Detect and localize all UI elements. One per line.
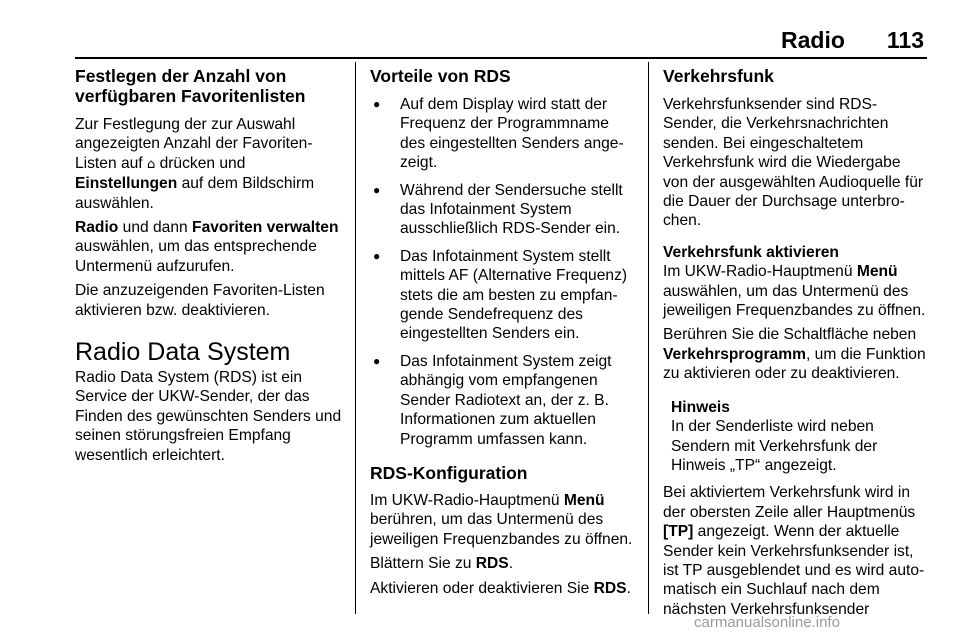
- favorites-heading: Festlegen der Anzahl von verfügbaren Favoritenlisten: [75, 66, 306, 106]
- text: Blättern Sie zu: [370, 555, 476, 573]
- favorites-paragraph-3: Die anzuzeigenden Favoriten-Listen aktivieren bzw. deaktivieren.: [75, 282, 325, 319]
- text: berühren, um das Untermenü des jeweiligen Frequenzbandes zu öffnen.: [370, 511, 633, 548]
- column-divider-1: [355, 62, 356, 614]
- menu-label: Menü: [856, 263, 898, 281]
- text: Im UKW-Radio-Hauptmenü: [370, 491, 564, 509]
- favorites-paragraph-2: [75, 218, 345, 276]
- text: auswählen, um das entsprechende Untermenü aufzurufen.: [75, 238, 317, 275]
- text: , um die Funktion zu aktivieren oder zu deaktivieren.: [663, 345, 926, 383]
- list-item: ● Das Infotainment System zeigt abhängig vom empfangenen Sender Radiotext an, der z. B. Informationen zum aktuellen Programm umfassen kann.: [370, 352, 638, 449]
- text: Zur Festlegung der zur Auswahl angezeigten Anzahl der Favoriten-Listen auf: [75, 116, 313, 172]
- text: drücken und: [155, 154, 246, 172]
- list-item: ● Während der Sendersuche stellt das Infotainment System ausschließlich RDS-Sender ein.: [370, 181, 638, 239]
- text: auswählen, um das Untermenü des jeweiligen Frequenzbandes zu öffnen.: [663, 282, 926, 320]
- radio-label: Radio: [75, 219, 119, 237]
- rds-config-paragraph-1: [370, 491, 638, 549]
- traffic-program-label: Verkehrsprogramm: [663, 345, 807, 363]
- traffic-paragraph-2: [663, 262, 929, 320]
- section-title: Radio: [781, 27, 845, 53]
- column-2: [370, 66, 638, 603]
- rds-label: RDS: [593, 579, 627, 597]
- rds-config-paragraph-2: [370, 554, 638, 573]
- rds-config-heading: RDS-Konfiguration: [370, 462, 528, 483]
- traffic-paragraph-1: Verkehrsfunksender sind RDS-Sender, die Verkehrsnachrichten senden. Bei eingeschaltetem Verkehrsfunk wird die Wiedergabe von der ausgewählten Audioquelle für die Dauer der Durchsage unterbro-chen.: [663, 96, 924, 230]
- traffic-heading: Verkehrsfunk: [663, 66, 774, 86]
- settings-label: Einstellungen: [75, 175, 178, 193]
- text: .: [626, 579, 631, 597]
- page-number: 113: [886, 27, 924, 53]
- text: Bei aktiviertem Verkehrsfunk wird in der obersten Zeile aller Hauptmenüs: [663, 484, 916, 521]
- column-3: [663, 66, 929, 624]
- rds-paragraph: Radio Data System (RDS) ist ein Service der UKW-Sender, der das Finden des gewünschten Senders und seinen störungsfreien Empfang wesentlich erleichtert.: [75, 369, 342, 464]
- tp-label: [TP]: [663, 523, 694, 541]
- rds-advantages-list: [370, 95, 638, 449]
- text: .: [508, 555, 514, 573]
- column-1: [75, 66, 345, 470]
- page-header: [781, 22, 924, 54]
- text: Berühren Sie die Schaltfläche neben: [663, 326, 917, 344]
- column-divider-2: [648, 62, 649, 614]
- rds-advantages-heading: Vorteile von RDS: [370, 66, 511, 86]
- note-title: Hinweis: [671, 398, 730, 416]
- watermark: carmanualsonline.info: [694, 614, 840, 631]
- text: angezeigt. Wenn der aktuelle Sender kein Verkehrsfunksender ist, ist TP ausgeblendet und es wird auto-matisch ein Suchlauf nach dem nächsten Verkehrsfunksender: [663, 523, 925, 618]
- list-item: ● Auf dem Display wird statt der Frequenz der Programmname des eingestellten Senders ange-zeigt.: [370, 95, 638, 173]
- header-rule: [75, 57, 927, 59]
- note-box: [671, 398, 929, 476]
- rds-heading: Radio Data System: [75, 338, 291, 367]
- text: Im UKW-Radio-Hauptmenü: [663, 263, 857, 281]
- rds-config-paragraph-3: [370, 579, 638, 598]
- text: und dann: [118, 219, 193, 237]
- text: Aktivieren oder deaktivieren Sie: [370, 579, 594, 597]
- rds-label: RDS: [475, 555, 509, 573]
- note-text: In der Senderliste wird neben Sendern mit Verkehrsfunk der Hinweis „TP“ angezeigt.: [671, 418, 878, 474]
- manage-favorites-label: Favoriten verwalten: [192, 219, 339, 237]
- favorites-paragraph-1: [75, 115, 345, 213]
- traffic-paragraph-3: [663, 325, 929, 383]
- traffic-activate-subheading: Verkehrsfunk aktivieren: [663, 243, 839, 261]
- traffic-paragraph-4: [663, 483, 929, 619]
- menu-label: Menü: [563, 491, 605, 509]
- list-item: ● Das Infotainment System stellt mittels AF (Alternative Frequenz) stets die am besten zu empfan-gende Sendefrequenz des eingestellten Senders ein.: [370, 247, 638, 344]
- text: auf dem Bildschirm auswählen.: [75, 175, 315, 212]
- home-icon: ⌂: [146, 156, 156, 172]
